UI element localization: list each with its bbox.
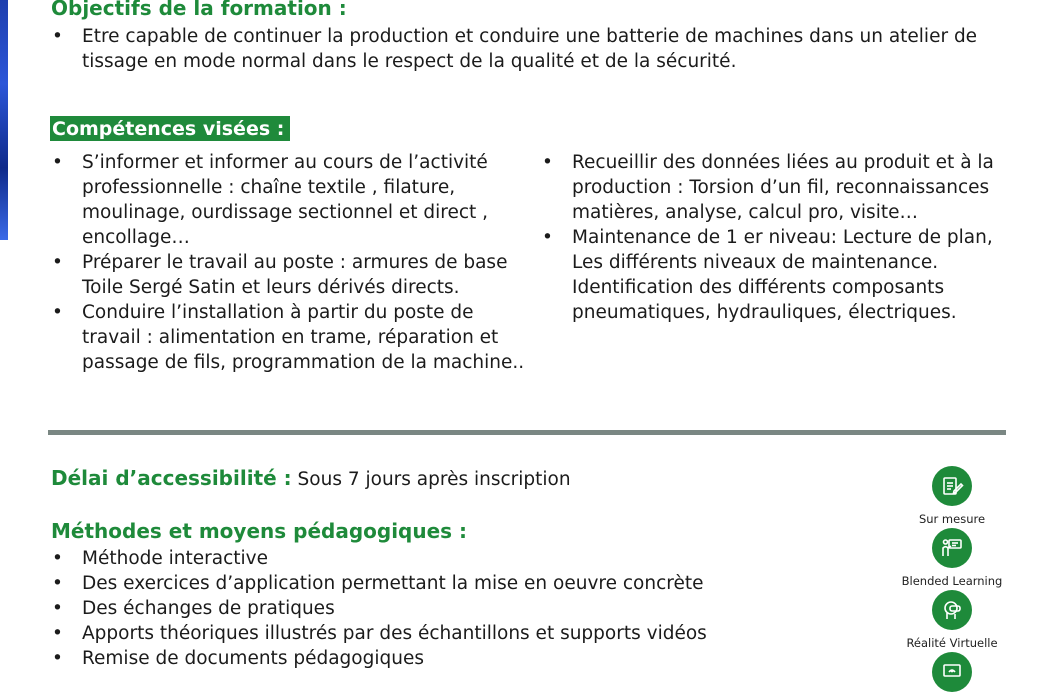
- presenter-board-icon: [932, 528, 972, 568]
- competences-right-list: [540, 150, 1000, 325]
- methods-heading: Méthodes et moyens pédagogiques :: [51, 519, 468, 543]
- section-divider: [48, 430, 1006, 435]
- methods-item-4: • Apports théoriques illustrés par des échantillons et supports vidéos: [50, 621, 870, 646]
- side-decoration-image: [0, 0, 8, 240]
- feature-screen: [887, 652, 1017, 692]
- feature-label: Blended Learning: [901, 574, 1003, 588]
- methods-item-5: • Remise de documents pédagogiques: [50, 646, 870, 671]
- methods-item-1: • Méthode interactive: [50, 546, 870, 571]
- methods-item-3: • Des échanges de pratiques: [50, 596, 870, 621]
- competence-item-4: • Recueillir des données liées au produit et à la production : Torsion d’un fil, reconnaissances matières, analyse, calcul pro, visite…: [540, 150, 1000, 225]
- competences-left-list: [50, 150, 525, 375]
- feature-blended-learning: [887, 528, 1017, 588]
- competence-item-3: • Conduire l’installation à partir du poste de travail : alimentation en trame, réparation et passage de fils, programmation de la machine..: [50, 300, 525, 375]
- accessibility-value: Sous 7 jours après inscription: [297, 469, 571, 490]
- competence-item-2: • Préparer le travail au poste : armures de base Toile Sergé Satin et leurs dérivés directs.: [50, 250, 525, 300]
- methods-list: [50, 546, 870, 671]
- objectives-item-1: • Etre capable de continuer la production et conduire une batterie de machines dans un atelier de tissage en mode normal dans le respect de la qualité et de la sécurité.: [50, 24, 1000, 74]
- accessibility-label: Délai d’accessibilité :: [51, 466, 292, 490]
- edit-document-icon: [932, 466, 972, 506]
- objectives-list: [50, 24, 1000, 74]
- competence-item-5: • Maintenance de 1 er niveau: Lecture de plan, Les différents niveaux de maintenance. Identification des différents composants pneumatiques, hydrauliques, électriques.: [540, 225, 1000, 325]
- methods-item-2: • Des exercices d’application permettant la mise en oeuvre concrète: [50, 571, 870, 596]
- feature-label: Sur mesure: [918, 512, 986, 526]
- feature-sur-mesure: [887, 466, 1017, 526]
- objectives-heading: Objectifs de la formation :: [51, 0, 347, 20]
- competences-heading: Compétences visées :: [50, 116, 290, 141]
- competence-item-1: • S’informer et informer au cours de l’activité professionnelle : chaîne textile , filature, moulinage, ourdissage sectionnel et direct , encollage…: [50, 150, 525, 250]
- feature-label: Réalité Virtuelle: [906, 636, 998, 650]
- accessibility-delay: [51, 466, 571, 490]
- feature-realite-virtuelle: [887, 590, 1017, 650]
- vr-headset-icon: [932, 590, 972, 630]
- screen-icon: [932, 652, 972, 692]
